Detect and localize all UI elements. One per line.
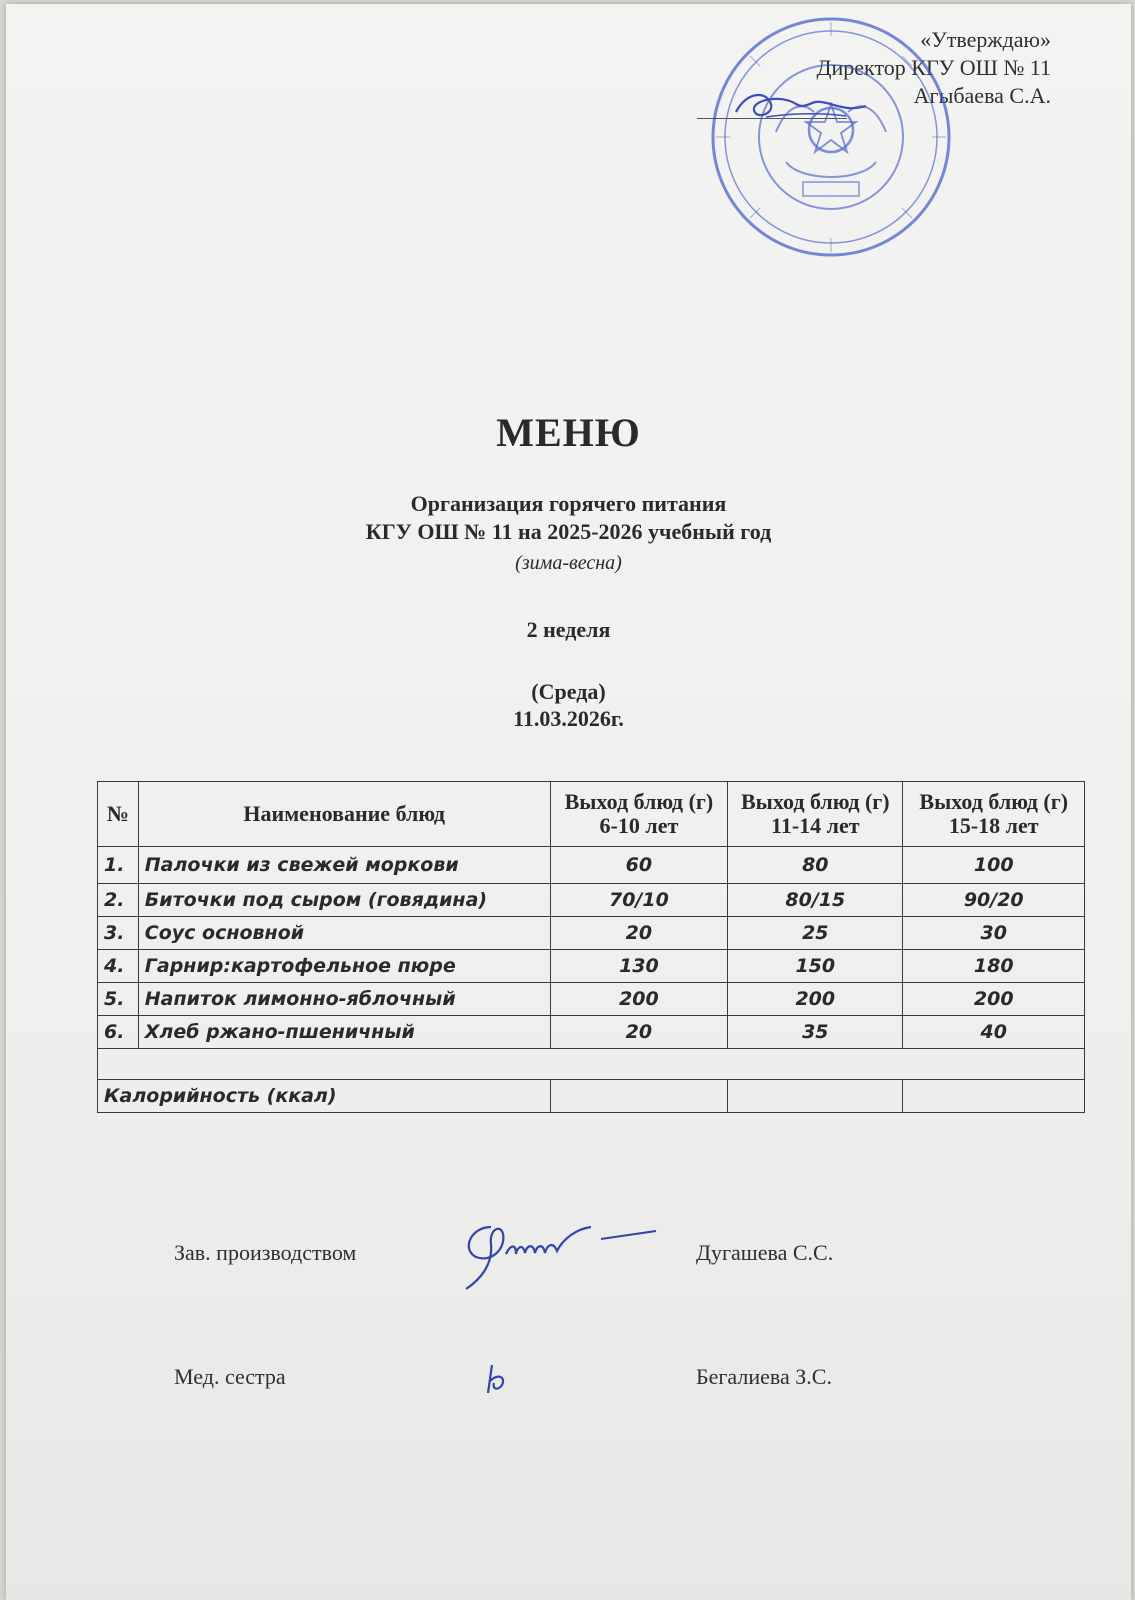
week-label: 2 неделя (526, 617, 611, 642)
column-header-dish-name: Наименование блюд (138, 782, 550, 847)
production-name: Дугашева С.С. (696, 1240, 834, 1265)
portion-15-18: 200 (903, 983, 1085, 1016)
calorie-label: Калорийность (ккал) (98, 1080, 551, 1113)
empty-row (98, 1049, 1085, 1080)
dish-name: Хлеб ржано-пшеничный (138, 1016, 550, 1049)
row-number: 1. (98, 847, 139, 884)
column-header-age-15-18: Выход блюд (г) 15-18 лет (903, 782, 1085, 847)
portion-11-14: 35 (728, 1016, 903, 1049)
table-row (98, 847, 1085, 884)
nurse-signature (478, 1359, 518, 1399)
portion-6-10: 130 (550, 950, 727, 983)
calorie-row (98, 1080, 1085, 1113)
nurse-name: Бегалиева З.С. (696, 1364, 832, 1389)
approval-position: Директор КГУ ОШ № 11 (816, 55, 1051, 80)
portion-15-18: 90/20 (903, 884, 1085, 917)
table-row (98, 983, 1085, 1016)
portion-6-10: 200 (550, 983, 727, 1016)
approval-heading: «Утверждаю» (920, 27, 1051, 52)
table-row (98, 917, 1085, 950)
table-row (98, 1016, 1085, 1049)
row-number: 3. (98, 917, 139, 950)
portion-6-10: 70/10 (550, 884, 727, 917)
row-number: 5. (98, 983, 139, 1016)
table-row (98, 950, 1085, 983)
approval-name: Агыбаева С.А. (913, 83, 1051, 108)
portion-15-18: 100 (903, 847, 1085, 884)
portion-11-14: 150 (728, 950, 903, 983)
portion-6-10: 20 (550, 917, 727, 950)
portion-15-18: 30 (903, 917, 1085, 950)
dish-name: Гарнир:картофельное пюре (138, 950, 550, 983)
nurse-role: Мед. сестра (174, 1364, 286, 1389)
column-header-age-11-14: Выход блюд (г) 11-14 лет (728, 782, 903, 847)
table-row (98, 884, 1085, 917)
empty-cell (98, 1049, 1085, 1080)
dish-name: Палочки из свежей моркови (138, 847, 550, 884)
portion-6-10: 20 (550, 1016, 727, 1049)
portion-11-14: 25 (728, 917, 903, 950)
page-title: МЕНЮ (496, 410, 641, 455)
document-page (6, 4, 1131, 1600)
calorie-15-18 (903, 1080, 1085, 1113)
official-stamp (706, 12, 956, 262)
portion-11-14: 200 (728, 983, 903, 1016)
dish-name: Биточки под сыром (говядина) (138, 884, 550, 917)
portion-11-14: 80 (728, 847, 903, 884)
column-header-number: № (98, 782, 139, 847)
portion-6-10: 60 (550, 847, 727, 884)
row-number: 4. (98, 950, 139, 983)
column-header-age-6-10: Выход блюд (г) 6-10 лет (550, 782, 727, 847)
calorie-6-10 (550, 1080, 727, 1113)
menu-table (97, 781, 1085, 1113)
portion-15-18: 40 (903, 1016, 1085, 1049)
table-header-row (98, 782, 1085, 847)
director-signature (726, 82, 876, 132)
portion-11-14: 80/15 (728, 884, 903, 917)
weekday-label: (Среда) (531, 679, 606, 704)
dish-name: Напиток лимонно-яблочный (138, 983, 550, 1016)
menu-date: 11.03.2026г. (513, 706, 624, 731)
season-label: (зима-весна) (515, 552, 622, 574)
row-number: 6. (98, 1016, 139, 1049)
production-role: Зав. производством (174, 1240, 357, 1265)
production-signature (451, 1209, 661, 1299)
dish-name: Соус основной (138, 917, 550, 950)
subtitle-line-1: Организация горячего питания (410, 491, 727, 516)
calorie-11-14 (728, 1080, 903, 1113)
row-number: 2. (98, 884, 139, 917)
subtitle-line-2: КГУ ОШ № 11 на 2025-2026 учебный год (365, 519, 772, 544)
portion-15-18: 180 (903, 950, 1085, 983)
